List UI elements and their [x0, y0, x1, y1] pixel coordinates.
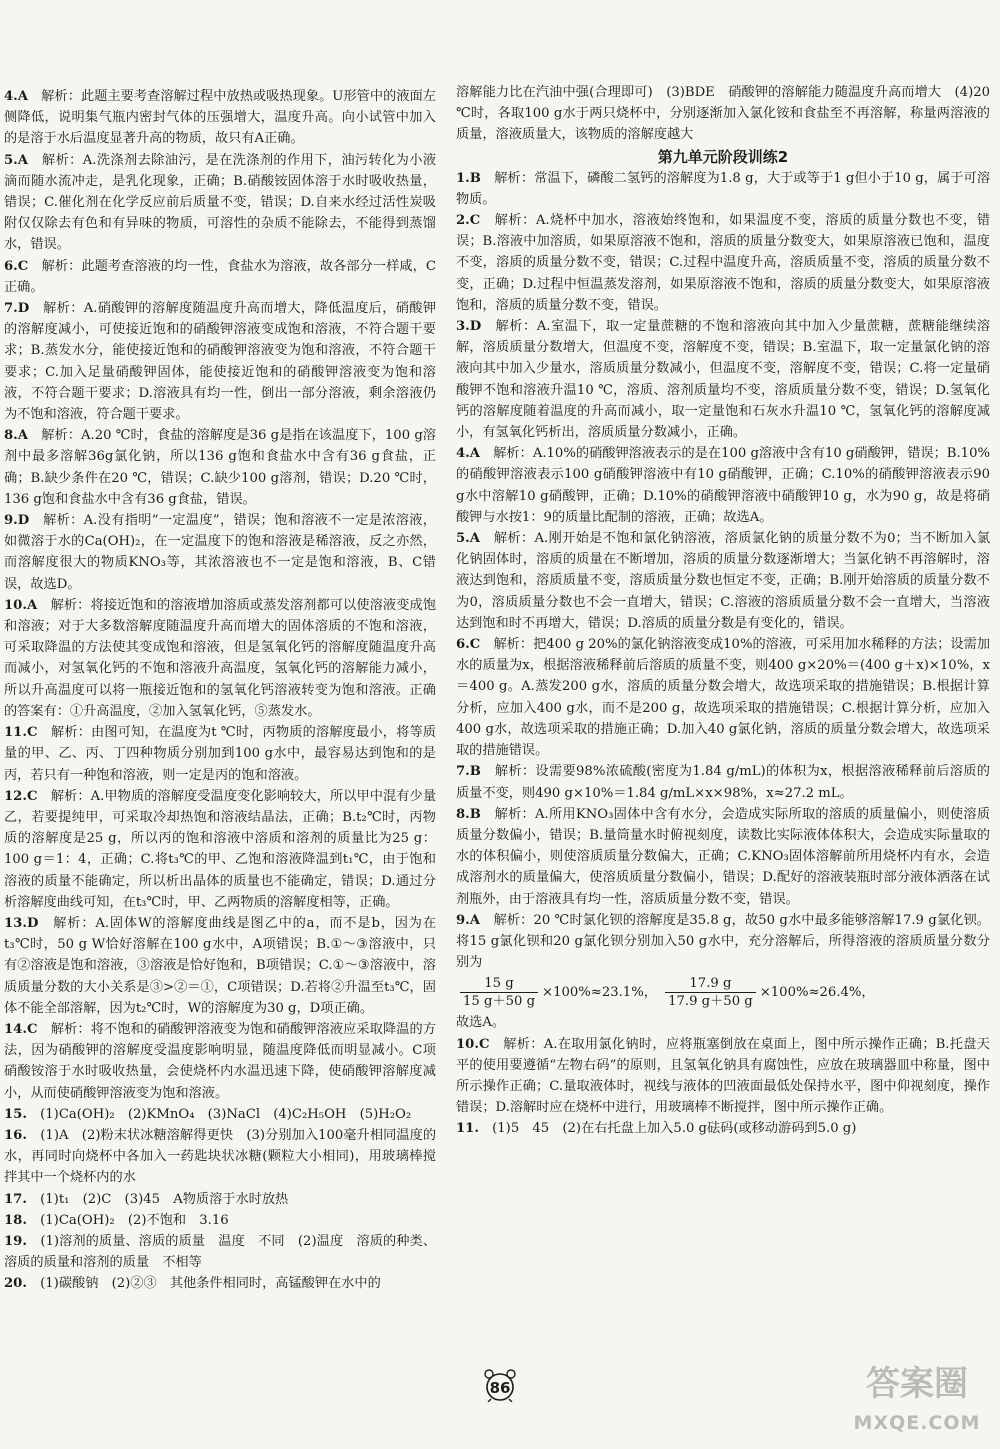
watermark-logo [842, 1356, 992, 1444]
answer-item [4, 786, 436, 913]
answer-item [4, 1019, 436, 1104]
answer-text: 溶解能力比在汽油中强(合理即可) (3)BDE 硝酸钾的溶解能力随温度升高而增大 (4)20 ℃时，各取100 g水于两只烧杯中，分别逐渐加入氯化铵和食盐至不再溶解，称量两溶液的质量，溶液质量大，该物质的溶解度越大 [456, 85, 990, 143]
page-number-text: 86 [489, 1379, 511, 1397]
fraction-2 [665, 975, 756, 1010]
answer-item [4, 425, 436, 510]
answer-item [4, 722, 436, 786]
answer-text: 解析：此题考查溶液的均一性，食盐水为溶液，故各部分一样咸，C正确。 [4, 258, 437, 295]
answer-number: 14.C [4, 1021, 38, 1037]
answer-number: 5.A [456, 531, 480, 547]
fraction-1 [460, 975, 538, 1010]
section-title: 第九单元阶段训练2 [657, 147, 789, 166]
fraction-2-tail: ×100%≈26.4%， [759, 985, 875, 1001]
answer-number: 9.D [4, 513, 30, 529]
answer-text: 解析：设需要98%浓硫酸(密度为1.84 g/mL)的体积为x，根据溶液稀释前后溶质的质量不变，则490 g×10%＝1.84 g/mL×x×98%，x≈27.2 mL。 [456, 764, 990, 801]
answer-text: (1)碳酸钠 (2)②③ 其他条件相同时，高锰酸钾在水中的 [40, 1276, 381, 1292]
answer-number: 2.C [456, 213, 481, 229]
fraction-2-numerator: 17.9 g [665, 975, 756, 993]
item9-conclusion: 故选A。 [456, 1015, 506, 1031]
answer-text: 解析：A.固体W的溶解度曲线是图乙中的a，而不是b，因为在t₃℃时，50 g W恰好溶解在100 g水中，A项错误；B.①～③溶液中，只有②溶液是饱和溶液，③溶液是恰好饱和，B项错误；C.①～③溶液中，溶质质量分数的大小关系是③>②＝①，C项错误；D.若将②升温至t₃℃，固体不能全部溶解，因为t₂℃时，W的溶解度为30 g，D项正确。 [4, 915, 437, 1016]
answer-number: 20. [4, 1276, 27, 1292]
answer-number: 8.A [4, 428, 28, 444]
answer-number: 15. [4, 1106, 27, 1122]
answer-text: 解析：A.所用KNO₃固体中含有水分，会造成实际所取的溶质的质量偏小，则使溶质质量分数偏小，错误；B.量筒量水时俯视刻度，读数比实际液体体积大，会造成实际量取的水的体积偏小，则使溶质质量分数偏大，正确；C.KNO₃固体溶解前所用烧杯内有水，会造成溶剂水的质量偏大，使溶质质量分数偏小，错误；D.配好的溶液装瓶时部分液体洒落在试剂瓶外，由于溶液具有均一性，溶质质量分数不变，错误。 [456, 806, 991, 907]
answer-item [4, 510, 436, 595]
answer-number: 13.D [4, 915, 39, 931]
answer-text: (1)A (2)粉末状冰糖溶解得更快 (3)分别加入100毫升相同温度的水，再同时向烧杯中各加入一药匙块状冰糖(颗粒大小相同)，用玻璃棒搅拌其中一个烧杯内的水 [4, 1127, 437, 1186]
answer-item [4, 1189, 436, 1210]
answer-text: (1)溶剂的质量、溶质的质量 温度 不同 (2)温度 溶质的种类、溶质的质量和溶剂的质量 不相等 [4, 1233, 437, 1271]
answer-number: 11.C [4, 725, 38, 741]
answer-number: 12.C [4, 788, 38, 804]
answer-item [4, 1125, 436, 1189]
answer-number: 8.B [456, 806, 481, 822]
fraction-2-denominator: 17.9 g＋50 g [668, 994, 753, 1010]
answer-text: 解析：A.硝酸钾的溶解度随温度升高而增大，降低温度后，硝酸钾的溶解度减小，可使接近饱和的硝酸钾溶液变成饱和溶液，不符合题干要求；B.蒸发水分，能使接近饱和的硝酸钾溶液变为饱和溶液，不符合题干要求；C.加入足量硝酸钾固体，能使接近饱和的硝酸钾溶液变为饱和溶液，不符合题干要求；D.溶液具有均一性，倒出一部分溶液，剩余溶液仍为不饱和溶液，符合题干要求。 [4, 301, 437, 423]
answer-item [4, 1104, 436, 1125]
answer-text: 解析：20 ℃时氯化钡的溶解度是35.8 g，故50 g水中最多能够溶解17.9 g氯化钡。将15 g氯化钡和20 g氯化钡分别加入50 g水中，充分溶解后，所得溶液的溶质质量分数分别为 [456, 912, 990, 971]
answer-item [4, 86, 436, 150]
answer-item [456, 443, 990, 528]
answer-text: 解析：A.10%的硝酸钾溶液表示的是在100 g溶液中含有10 g硝酸钾，错误；B.10%的硝酸钾溶液表示100 g硝酸钾溶液中有10 g硝酸钾，正确；C.10%的硝酸钾溶液表示90 g水中溶解10 g硝酸钾，正确；D.10%的硝酸钾溶液中硝酸钾10 g，水为90 g，故是将硝酸钾与水按1：9的质量比配制的溶液，正确；故选A。 [456, 446, 990, 525]
answer-text: (1)5 45 (2)在右托盘上加入5.0 g砝码(或移动游码到5.0 g) [492, 1121, 857, 1137]
answer-item [456, 910, 990, 974]
answer-text: 解析：把400 g 20%的氯化钠溶液变成10%的溶液，可采用加水稀释的方法；设需加水的质量为x，根据溶液稀释前后溶质的质量不变，则400 g×20%＝(400 g＋x)×10%，x＝400 g。A.蒸发200 g水，溶质的质量分数会增大，故选项采取的措施错误；B.根据计算分析，应加入400 g水，而不是200 g，故选项采取的措施错误；C.根据计算分析，应加入400 g水，故选项采取的措施正确；D.加入40 g氯化钠，溶质的质量分数会增大，故选项采取的措施错误。 [456, 637, 991, 759]
answer-item [4, 1231, 436, 1273]
answer-number: 5.A [4, 152, 28, 168]
answer-text: 解析：由图可知，在温度为t ℃时，丙物质的溶解度最小，将等质量的甲、乙、丙、丁四种物质分别加到100 g水中，最容易达到饱和的是丙，若只有一种饱和溶液，则一定是丙的饱和溶液。 [4, 725, 436, 783]
fraction-1-denominator: 15 g＋50 g [463, 994, 536, 1010]
answer-item [4, 913, 436, 1019]
answer-number: 18. [4, 1212, 27, 1228]
page-number [480, 1368, 520, 1402]
answer-item [456, 761, 990, 803]
answer-number: 19. [4, 1233, 27, 1249]
watermark-title: 答案圈 [866, 1364, 968, 1404]
answer-text: (1)t₁ (2)C (3)45 A物质溶于水时放热 [40, 1191, 289, 1207]
answer-text: 解析：A.洗涤剂去除油污，是在洗涤剂的作用下，油污转化为小液滴而随水流冲走，是乳化现象，正确；B.硝酸铵固体溶于水时吸收热量，错误；C.催化剂在化学反应前后质量不变，错误；D.自来水经过活性炭吸附仅仅除去有色和有异味的物质，可溶性的杂质不能除去，不能得到蒸馏水，错误。 [4, 152, 437, 253]
fraction-1-numerator: 15 g [460, 975, 538, 993]
answer-text: 解析：常温下，磷酸二氢钙的溶解度为1.8 g，大于或等于1 g但小于10 g，属于可溶物质。 [456, 170, 991, 207]
item9-fraction-formula [456, 975, 990, 1010]
answer-text: 解析：A.20 ℃时，食盐的溶解度是36 g是指在该温度下，100 g溶剂中最多溶解36g氯化钠，所以136 g饱和食盐水中含有36 g食盐，正确；B.缺少条件在20 ℃，错误；C.缺少100 g溶剂，错误；D.20 ℃时，136 g饱和食盐水中含有36 g食盐，错误。 [4, 428, 436, 507]
answer-number: 6.C [4, 258, 29, 274]
answer-number: 17. [4, 1191, 27, 1207]
answer-item [456, 82, 990, 146]
answer-number: 10.A [4, 597, 38, 613]
answer-item [456, 1118, 990, 1139]
answer-item [456, 316, 990, 443]
answer-item [4, 1210, 436, 1231]
answer-item [456, 168, 990, 210]
answer-text: 解析：A.没有指明“一定温度”，错误；饱和溶液不一定是浓溶液，如微溶于水的Ca(OH)₂，在一定温度下的饱和溶液是稀溶液，反之亦然，而溶解度很大的物质KNO₃等，其浓溶液也不一定是饱和溶液，B、C错误，故选D。 [4, 513, 436, 592]
left-column [4, 86, 436, 1295]
answer-number: 6.C [456, 637, 481, 653]
answer-item [456, 528, 990, 634]
answer-number: 4.A [4, 89, 28, 104]
answer-text: 解析：A.刚开始是不饱和氯化钠溶液，溶质氯化钠的质量分数不为0；当不断加入氯化钠固体时，溶质的质量在不断增加，溶质的质量分数逐渐增大；当氯化钠不再溶解时，溶液达到饱和，溶质质量不变，溶质质量分数也恒定不变，正确；B.刚开始溶质的质量分数不为0，溶质质量分数也不会一直增大，错误；C.溶液的溶质质量分数不会一直增大，当溶液达到饱和时不再增大，错误；D.溶质的质量分数是有变化的，错误。 [456, 531, 991, 631]
answer-text: (1)Ca(OH)₂ (2)KMnO₄ (3)NaCl (4)C₂H₅OH (5)H₂O₂ [40, 1106, 412, 1122]
answer-number: 4.A [456, 446, 480, 462]
answer-text: 解析：将不饱和的硝酸钾溶液变为饱和硝酸钾溶液应采取降温的方法，因为硝酸钾的溶解度受温度影响明显，随温度降低而明显减小。C项硝酸铵溶于水时吸收热量，会使烧杯内水温迅速下降，使硝酸钾溶解度减小，从而使硝酸钾溶液变为饱和溶液。 [4, 1021, 437, 1101]
answer-text: 解析：A.烧杯中加水，溶液始终饱和，如果温度不变，溶质的质量分数也不变，错误；B.溶液中加溶质，如果原溶液不饱和，溶质的质量分数变大，如果原溶液已饱和，温度不变，溶质的质量分数不变，错误；C.过程中温度升高，溶质质量不变，溶质的质量分数不变，正确；D.过程中恒温蒸发溶剂，如果原溶液不饱和，溶质的质量分数变大，如果原溶液饱和，溶质的质量分数不变，错误。 [456, 213, 991, 313]
answer-item [4, 1273, 436, 1294]
answer-item [456, 634, 990, 761]
answer-text: 解析：A.甲物质的溶解度受温度变化影响较大，所以甲中混有少量乙，若要提纯甲，可采取冷却热饱和溶液结晶法，正确；B.t₂℃时，丙物质的溶解度是25 g，所以丙的饱和溶液中溶质和溶剂的质量比为25 g：100 g＝1：4，正确；C.将t₃℃的甲、乙饱和溶液降温到t₁℃，由于饱和溶液的质量不能确定，所以析出晶体的质量也不能确定，错误；D.通过分析溶解度曲线可知，在t₃℃时，甲、乙两物质的溶解度相等，正确。 [4, 788, 437, 910]
answer-item [456, 1034, 990, 1119]
answer-number: 7.D [4, 301, 30, 317]
answer-number: 11. [456, 1121, 479, 1137]
answer-text: 解析：此题主要考查溶解过程中放热或吸热现象。U形管中的液面左侧降低，说明集气瓶内密封气体的压强增大，温度升高。向小试管中加入的是溶于水后温度显著升高的物质，故只有A正确。 [4, 89, 436, 147]
fraction-1-tail: ×100%≈23.1%， [542, 985, 657, 1001]
answer-item [4, 150, 436, 256]
answer-number: 16. [4, 1127, 27, 1143]
answer-text: (1)Ca(OH)₂ (2)不饱和 3.16 [40, 1212, 229, 1228]
answer-number: 1.B [456, 170, 481, 186]
answer-number: 3.D [456, 319, 482, 335]
answer-number: 7.B [456, 764, 481, 780]
answer-text: 解析：A.在取用氯化钠时，应将瓶塞倒放在桌面上，图中所示操作正确；B.托盘天平的使用要遵循“左物右码”的原则，且氢氧化钠具有腐蚀性，应放在玻璃器皿中称量，图中所示操作正确；C.量取液体时，视线与液体的凹液面最低处保持水平，图中仰视刻度，操作错误；D.溶解时应在烧杯中进行，用玻璃棒不断搅拌，图中所示操作正确。 [456, 1036, 990, 1116]
answer-item [4, 298, 436, 425]
answer-item [4, 256, 436, 298]
answer-item [4, 595, 436, 722]
answer-text: 解析：A.室温下，取一定量蔗糖的不饱和溶液向其中加入少量蔗糖，蔗糖能继续溶解，溶质质量分数增大，但温度不变，溶解度不变，错误；B.室温下，取一定量氯化钠的溶液向其中加入少量水，溶质质量分数减小，但温度不变，溶解度不变，错误；C.将一定量硝酸钾不饱和溶液升温10 ℃，溶质、溶剂质量均不变，溶质质量分数不变，错误；D.氢氧化钙的溶解度随着温度的升高而减小，取一定量饱和石灰水升温10 ℃，氢氧化钙的溶解度减小，有氢氧化钙析出，溶质质量分数减小，正确。 [456, 319, 991, 441]
right-column [456, 82, 990, 1140]
answer-number: 9.A [456, 912, 480, 928]
answer-item [456, 804, 990, 910]
watermark-url: MXQE.COM [853, 1412, 981, 1434]
answer-item [456, 210, 990, 316]
answer-text: 解析：将接近饱和的溶液增加溶质或蒸发溶剂都可以使溶液变成饱和溶液；对于大多数溶解度随温度升高而增大的固体溶质的不饱和溶液，可采取降温的方法使其变成饱和溶液，但是氢氧化钙的溶解度随温度升高而减小，对氢氧化钙的不饱和溶液升高温度，氢氧化钙的溶解能力减小，所以升高温度可以将一瓶接近饱和的氢氧化钙溶液转变为饱和溶液。正确的答案有：①升高温度，②加入氢氧化钙，⑤蒸发水。 [4, 597, 437, 719]
answer-number: 10.C [456, 1036, 490, 1052]
